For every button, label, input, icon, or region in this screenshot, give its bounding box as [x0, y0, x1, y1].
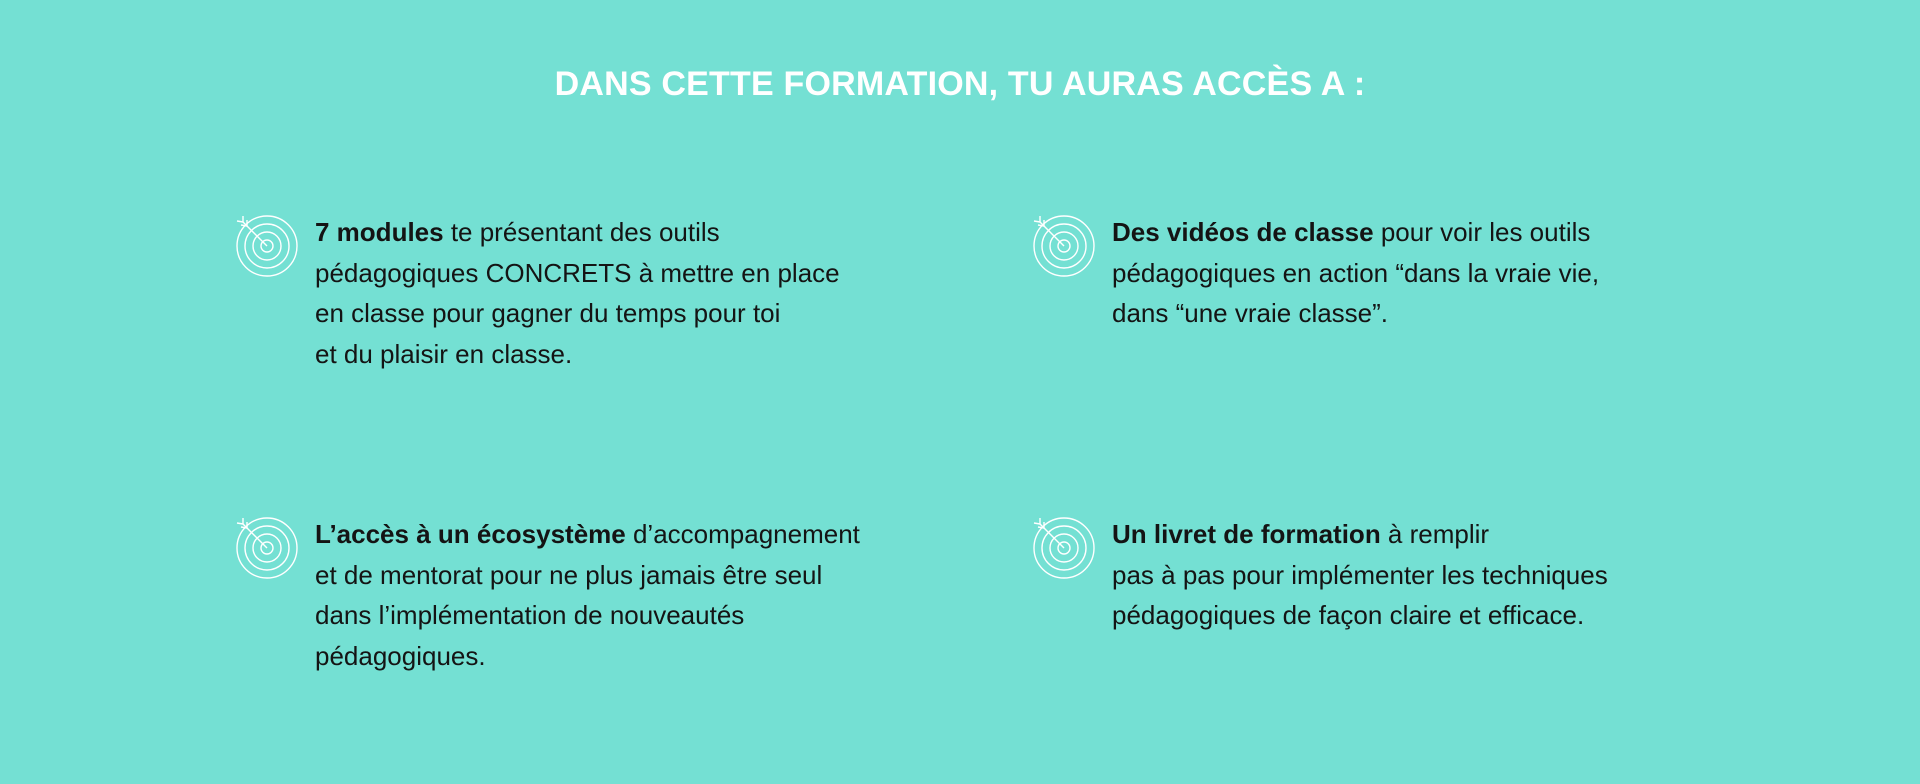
feature-text — [1112, 212, 1672, 334]
feature-highlight: L’accès à un écosystème — [315, 519, 626, 549]
feature-line: pas à pas pour implémenter les techniques — [1112, 559, 1608, 590]
feature-highlight: Des vidéos de classe — [1112, 217, 1374, 247]
target-arrow-icon — [1030, 514, 1096, 580]
feature-line: te présentant des outils — [443, 217, 720, 247]
feature-line: d’accompagnement — [625, 519, 860, 549]
feature-line: et du plaisir en classe. — [315, 338, 573, 369]
target-arrow-icon — [233, 514, 299, 580]
feature-line: dans “une vraie classe”. — [1112, 298, 1389, 328]
feature-line: dans l’implémentation de nouveautés — [315, 600, 745, 630]
feature-text — [1112, 514, 1672, 636]
target-arrow-icon — [233, 212, 299, 278]
feature-line: et de mentorat pour ne plus jamais être seul — [315, 559, 823, 590]
feature-line: pédagogiques CONCRETS à mettre en place — [315, 257, 840, 288]
feature-line: à remplir — [1380, 519, 1490, 549]
feature-line: pour voir les outils — [1373, 217, 1591, 247]
feature-line: pédagogiques en action “dans la vraie vie, — [1112, 257, 1600, 288]
feature-line: en classe pour gagner du temps pour toi — [315, 298, 781, 328]
feature-highlight: Un livret de formation — [1112, 519, 1381, 549]
target-arrow-icon — [1030, 212, 1096, 278]
feature-line: pédagogiques de façon claire et efficace. — [1112, 600, 1585, 630]
feature-line: pédagogiques. — [315, 640, 486, 671]
feature-text — [315, 212, 875, 374]
section-title: DANS CETTE FORMATION, TU AURAS ACCÈS A : — [554, 65, 1366, 103]
feature-text — [315, 514, 875, 676]
feature-highlight: 7 modules — [315, 217, 444, 247]
